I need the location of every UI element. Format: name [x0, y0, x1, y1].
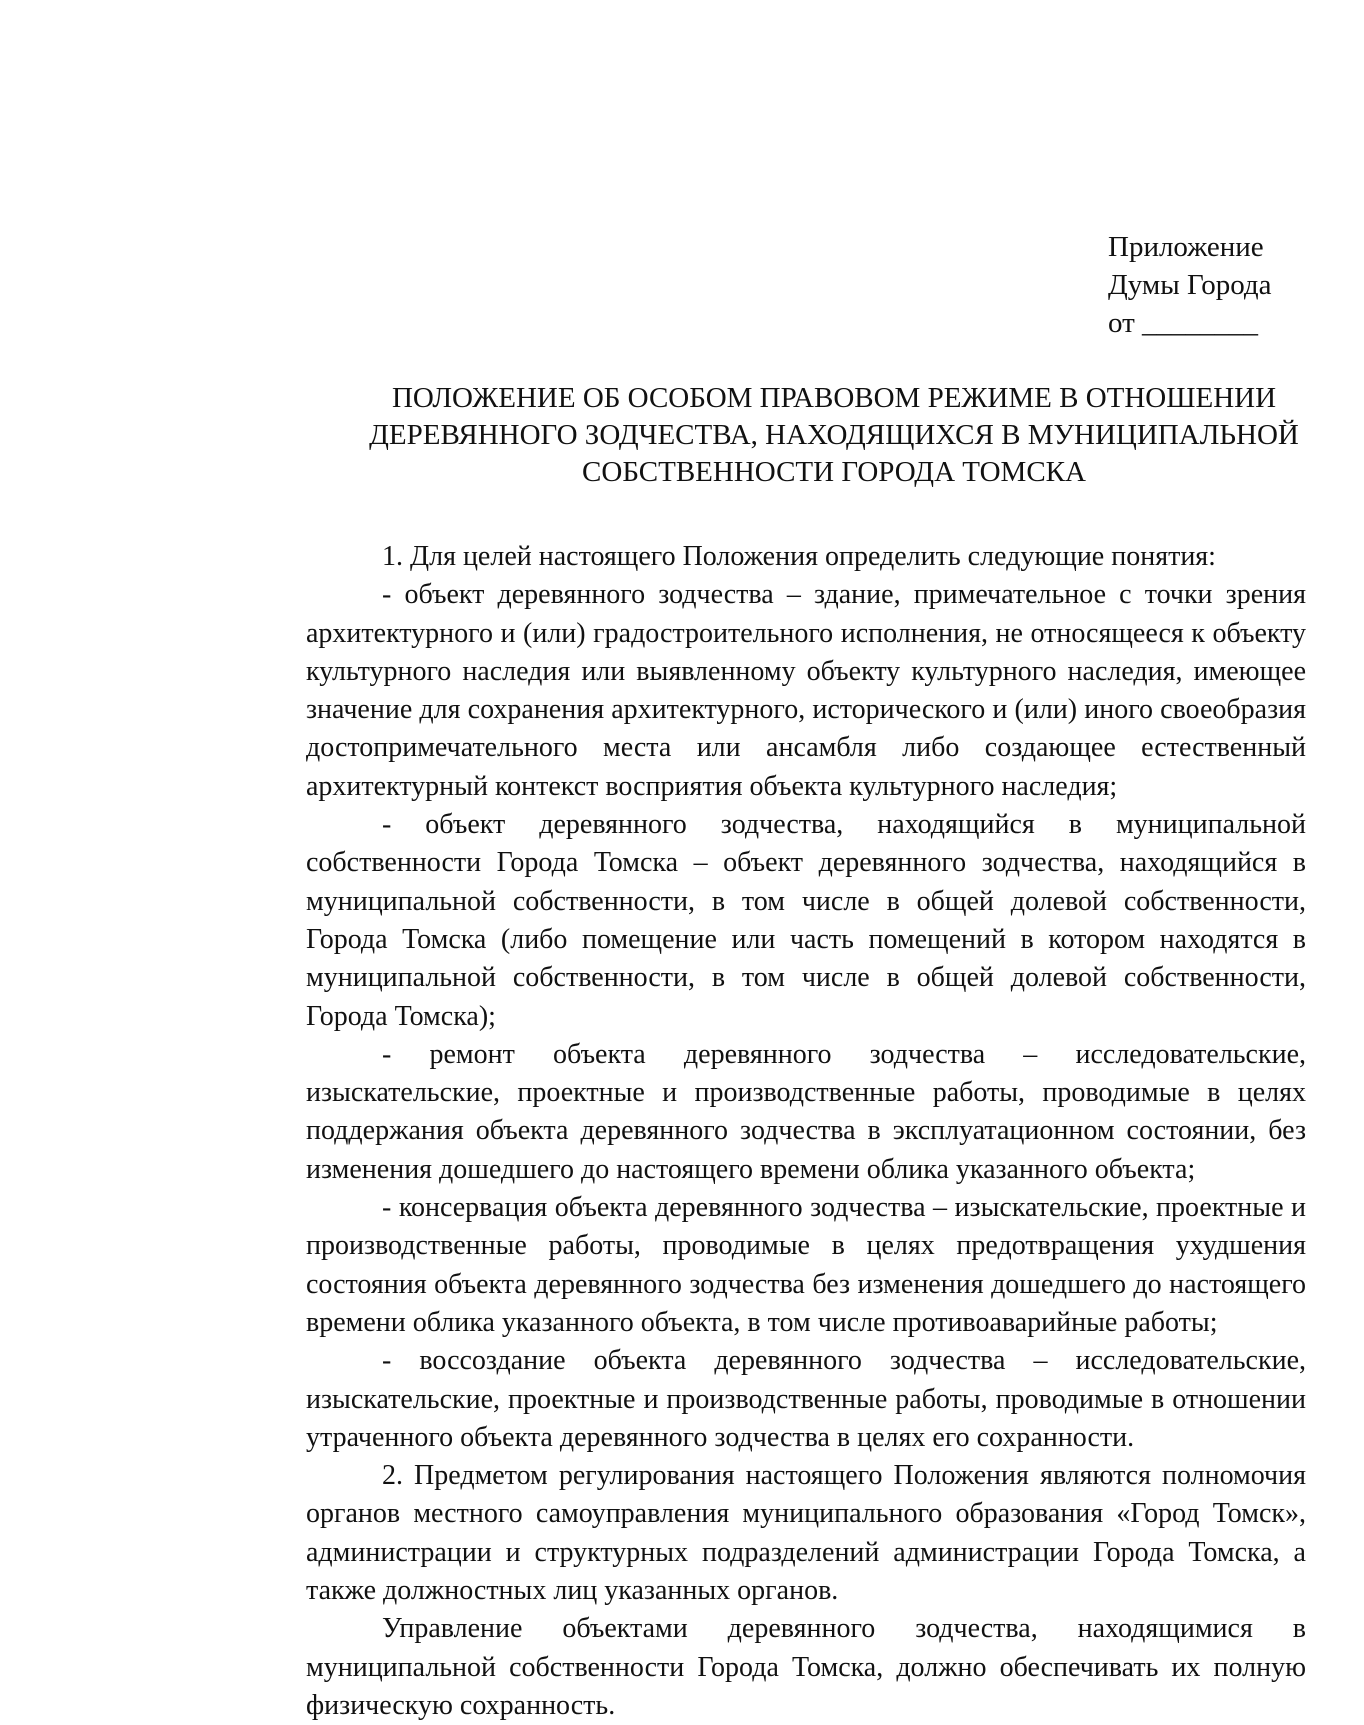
- appendix-header: [1108, 228, 1272, 342]
- paragraph-subject-regulation: 2. Предметом регулирования настоящего Положения являются полномочия органов местного самоуправления муниципального образования «Город Томск», администрации и структурных подразделений администрации Города Томска, а также должностных лиц указанных органов.: [306, 1460, 1306, 1607]
- paragraph-definitions-intro: 1. Для целей настоящего Положения определить следующие понятия:: [382, 541, 1216, 572]
- paragraph-definition-reconstruction: - воссоздание объекта деревянного зодчества – исследовательские, изыскательские, проектные и производственные работы, проводимые в отношении утраченного объекта деревянного зодчества в целях его сохранности.: [306, 1345, 1306, 1453]
- document-title: [304, 380, 1364, 491]
- appendix-label: Приложение: [1108, 231, 1264, 263]
- title-line-2: ДЕРЕВЯННОГО ЗОДЧЕСТВА, НАХОДЯЩИХСЯ В МУНИЦИПАЛЬНОЙ: [369, 419, 1299, 451]
- title-line-3: СОБСТВЕННОСТИ ГОРОДА ТОМСКА: [582, 456, 1086, 488]
- document-body: [306, 538, 1306, 1725]
- paragraph-management: Управление объектами деревянного зодчества, находящимися в муниципальной собственности Города Томска, должно обеспечивать их полную физическую сохранность.: [306, 1613, 1306, 1721]
- title-line-1: ПОЛОЖЕНИЕ ОБ ОСОБОМ ПРАВОВОМ РЕЖИМЕ В ОТНОШЕНИИ: [391, 382, 1277, 414]
- decision-date: от ________: [1108, 307, 1259, 339]
- paragraph-definition-repair: - ремонт объекта деревянного зодчества – исследовательские, изыскательские, проектные и производственные работы, проводимые в целях поддержания объекта деревянного зодчества в эксплуатационном состоянии, без изменения дошедшего до настоящего времени облика указанного объекта;: [306, 1038, 1306, 1185]
- council-name: Думы Города: [1108, 269, 1272, 301]
- paragraph-definition-conservation: - консервация объекта деревянного зодчества – изыскательские, проектные и производственные работы, проводимые в целях предотвращения ухудшения состояния объекта деревянного зодчества без изменения дошедшего до настоящего времени облика указанного объекта, в том числе противоаварийные работы;: [306, 1192, 1306, 1338]
- paragraph-definition-municipal-object: - объект деревянного зодчества, находящийся в муниципальной собственности Города Томска – объект деревянного зодчества, находящийся в муниципальной собственности, в том числе в общей долевой собственности, Города Томска (либо помещение или часть помещений в котором находятся в муниципальной собственности, в том числе в общей долевой собственности, Города Томска);: [306, 809, 1306, 1032]
- paragraph-definition-object: - объект деревянного зодчества – здание, примечательное с точки зрения архитектурного и (или) градостроительного исполнения, не относящееся к объекту культурного наследия или выявленному объекту культурного наследия, имеющее значение для сохранения архитектурного, исторического и (или) иного своеобразия достопримечательного места или ансамбля либо создающее естественный архитектурный контекст восприятия объекта культурного наследия;: [306, 579, 1306, 802]
